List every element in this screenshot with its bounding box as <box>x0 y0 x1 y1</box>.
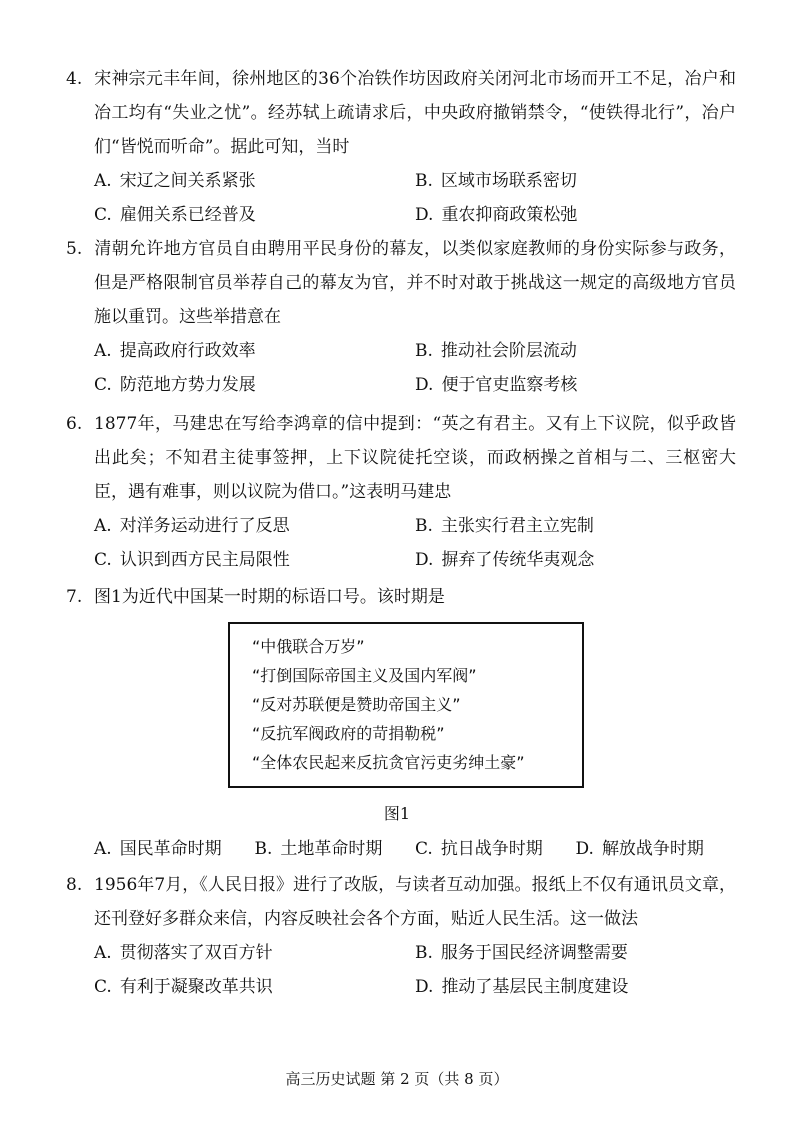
option-d[interactable]: D. 重农抑商政策松弛 <box>415 205 578 225</box>
question-stem <box>66 407 736 509</box>
option-a[interactable]: A. 对洋务运动进行了反思 <box>94 516 290 536</box>
question-stem <box>66 232 736 334</box>
option-c[interactable]: C. 认识到西方民主局限性 <box>94 550 290 570</box>
question-4 <box>66 62 736 232</box>
question-stem <box>66 580 736 614</box>
option-b[interactable]: B. 服务于国民经济调整需要 <box>415 943 628 963</box>
option-c[interactable]: C. 抗日战争时期 <box>415 839 543 859</box>
question-7-options <box>66 832 736 866</box>
option-b[interactable]: B. 土地革命时期 <box>254 839 383 859</box>
option-list <box>66 164 736 232</box>
question-text: 宋神宗元丰年间，徐州地区的36个冶铁作坊因政府关闭河北市场而开工不足，冶户和冶工均有“失业之忧”。经苏轼上疏请求后，中央政府撤销禁令，“使铁得北行”，冶户们“皆悦而听命”。据此可知，当时 <box>94 69 736 157</box>
option-b[interactable]: B. 推动社会阶层流动 <box>415 341 577 361</box>
option-d[interactable]: D. 便于官吏监察考核 <box>415 375 578 395</box>
question-number: 4. <box>66 69 83 89</box>
slogan-line: “中俄联合万岁” <box>252 637 365 656</box>
option-d[interactable]: D. 推动了基层民主制度建设 <box>415 977 629 997</box>
figure-caption: 图1 <box>383 804 411 823</box>
option-a[interactable]: A. 提高政府行政效率 <box>94 341 256 361</box>
slogan-line: “打倒国际帝国主义及国内军阀” <box>252 666 477 685</box>
question-number: 8. <box>66 875 83 895</box>
question-text: 1956年7月，《人民日报》进行了改版，与读者互动加强。报纸上不仅有通讯员文章，还刊登好多群众来信，内容反映社会各个方面，贴近人民生活。这一做法 <box>94 875 736 929</box>
option-list <box>66 334 736 402</box>
option-b[interactable]: B. 主张实行君主立宪制 <box>415 516 594 536</box>
figure-1-slogan-box <box>228 622 584 788</box>
slogan-line: “反对苏联便是赞助帝国主义” <box>252 695 461 714</box>
option-a[interactable]: A. 宋辽之间关系紧张 <box>94 171 256 191</box>
option-list <box>66 936 736 1004</box>
option-a[interactable]: A. 国民革命时期 <box>94 839 222 859</box>
question-7 <box>66 580 736 614</box>
question-text: 图1为近代中国某一时期的标语口号。该时期是 <box>94 587 445 607</box>
question-stem <box>66 868 736 936</box>
option-list <box>66 832 736 866</box>
question-5 <box>66 232 736 402</box>
option-b[interactable]: B. 区域市场联系密切 <box>415 171 577 191</box>
question-number: 5. <box>66 239 83 259</box>
page-footer: 高三历史试题 第 2 页（共 8 页） <box>285 1070 509 1088</box>
option-d[interactable]: D. 摒弃了传统华夷观念 <box>415 550 595 570</box>
question-stem <box>66 62 736 164</box>
option-list <box>66 509 736 577</box>
question-text: 1877年，马建忠在写给李鸿章的信中提到：“英之有君主。又有上下议院，似乎政皆出此矣；不知君主徒事签押，上下议院徒托空谈，而政柄操之首相与二、三枢密大臣，遇有难事，则以议院为借口。”这表明马建忠 <box>94 414 736 502</box>
question-number: 7. <box>66 587 83 607</box>
question-8 <box>66 868 736 1004</box>
slogan-line: “全体农民起来反抗贪官污吏劣绅土豪” <box>252 753 525 772</box>
option-c[interactable]: C. 雇佣关系已经普及 <box>94 205 256 225</box>
question-text: 清朝允许地方官员自由聘用平民身份的幕友，以类似家庭教师的身份实际参与政务，但是严格限制官员举荐自己的幕友为官，并不时对敢于挑战这一规定的高级地方官员施以重罚。这些举措意在 <box>94 239 736 327</box>
question-6 <box>66 407 736 577</box>
option-a[interactable]: A. 贯彻落实了双百方针 <box>94 943 273 963</box>
option-c[interactable]: C. 防范地方势力发展 <box>94 375 256 395</box>
question-number: 6. <box>66 414 83 434</box>
option-d[interactable]: D. 解放战争时期 <box>575 839 704 859</box>
option-c[interactable]: C. 有利于凝聚改革共识 <box>94 977 273 997</box>
slogan-line: “反抗军阀政府的苛捐勒税” <box>252 724 445 743</box>
